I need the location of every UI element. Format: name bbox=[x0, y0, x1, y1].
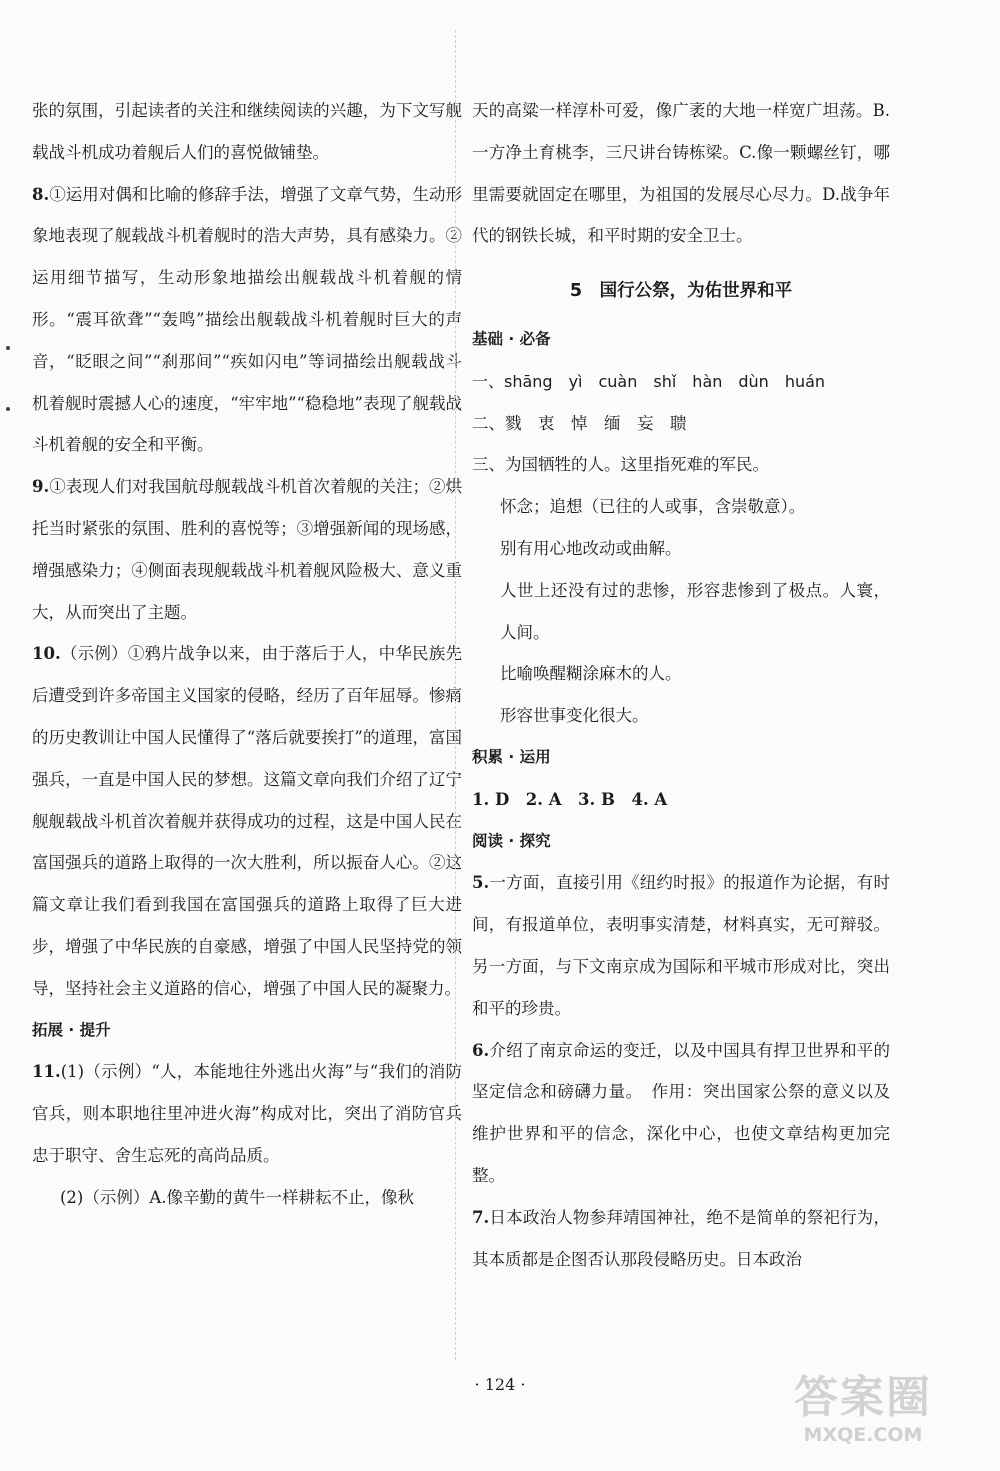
watermark-logo: 答案圈 bbox=[794, 1372, 932, 1423]
question-number: 11. bbox=[32, 1062, 61, 1082]
paragraph: 二、戮 衷 悼 缅 妄 聩 bbox=[472, 413, 687, 433]
page-number: · 124 · bbox=[474, 1375, 526, 1394]
answer-item bbox=[472, 1030, 890, 1197]
answer-text: ①运用对偶和比喻的修辞手法，增强了文章气势，生动形象地表现了舰载战斗机着舰时的浩大声势，具有感染力。②运用细节描写，生动形象地描绘出舰载战斗机着舰的情形。“震耳欲聋”“轰鸣”描绘出舰载战斗机着舰时巨大的声音，“眨眼之间”“刹那间”“疾如闪电”等词描绘出舰载战斗机着舰时震撼人心的速度，“牢牢地”“稳稳地”表现了舰载战斗机着舰的安全和平衡。 bbox=[32, 184, 462, 455]
answer-text: （示例）①鸦片战争以来，由于落后于人，中华民族先后遭受到许多帝国主义国家的侵略，经历了百年屈辱。惨痛的历史教训让中国人民懂得了“落后就要挨打”的道理，富国强兵，一直是中国人民的梦想。这篇文章向我们介绍了辽宁舰舰载战斗机首次着舰并获得成功的过程，这是中国人民在富国强兵的道路上取得的一次大胜利，所以振奋人心。②这篇文章让我们看到我国在富国强兵的道路上取得了巨大进步，增强了中华民族的自豪感，增强了中国人民坚持党的领导，坚持社会主义道路的信心，增强了中国人民的凝聚力。 bbox=[32, 644, 462, 998]
question-number: 7. bbox=[472, 1207, 490, 1227]
answer-item bbox=[32, 1051, 462, 1176]
lesson-title: 5 国行公祭，为佑世界和平 bbox=[569, 281, 793, 302]
answer-item bbox=[472, 1197, 890, 1281]
paragraph: 张的氛围，引起读者的关注和继续阅读的兴趣，为下文写舰载战斗机成功着舰后人们的喜悦做铺垫。 bbox=[32, 101, 462, 162]
answer-text: 一方面，直接引用《纽约时报》的报道作为论据，有时间，有报道单位，表明事实清楚，材料真实，无可辩驳。另一方面，与下文南京成为国际和平城市形成对比，突出和平的珍贵。 bbox=[472, 873, 890, 1018]
paragraph: 天的高粱一样淳朴可爱，像广袤的大地一样宽广坦荡。B.一方净土育桃李，三尺讲台铸栋梁。C.像一颗螺丝钉，哪里需要就固定在哪里，为祖国的发展尽心尽力。D.战争年代的钢铁长城，和平时期的安全卫士。 bbox=[472, 101, 890, 246]
scan-speck bbox=[6, 346, 10, 350]
answer-item bbox=[32, 633, 462, 1009]
indented-paragraph: (2)（示例）A.像辛勤的黄牛一样耕耘不止，像秋 bbox=[60, 1187, 415, 1207]
question-number: 9. bbox=[32, 477, 50, 497]
indented-paragraph: 形容世事变化很大。 bbox=[500, 706, 649, 726]
paragraph: 三、为国牺牲的人。这里指死难的军民。 bbox=[472, 455, 769, 475]
answer-item bbox=[472, 862, 890, 1029]
pinyin-answers: 一、shāng yì cuàn shǐ hàn dùn huán bbox=[472, 371, 826, 391]
scan-speck bbox=[6, 407, 10, 411]
question-number: 10. bbox=[32, 644, 61, 664]
answer-text: ①表现人们对我国航母舰载战斗机首次着舰的关注；②烘托当时紧张的氛围、胜利的喜悦等；③增强新闻的现场感，增强感染力；④侧面表现舰载战斗机着舰风险极大、意义重大，从而突出了主题。 bbox=[32, 477, 462, 622]
indented-paragraph: 比喻唤醒糊涂麻木的人。 bbox=[500, 664, 682, 684]
right-column bbox=[472, 90, 890, 1280]
watermark-url: MXQE.COM bbox=[803, 1424, 923, 1446]
answer-item bbox=[32, 174, 462, 467]
answer-item bbox=[32, 466, 462, 633]
section-heading: 阅读 · 探究 bbox=[472, 831, 551, 850]
section-heading: 积累 · 运用 bbox=[472, 747, 551, 766]
section-heading: 基础 · 必备 bbox=[472, 329, 551, 348]
indented-paragraph: 怀念；追想（已往的人或事，含崇敬意）。 bbox=[500, 497, 806, 517]
left-column bbox=[32, 90, 462, 1219]
question-number: 5. bbox=[472, 873, 490, 893]
answer-text: (1)（示例）“人，本能地往外逃出火海”与“我们的消防官兵，则本职地往里冲进火海”构成对比，突出了消防官兵忠于职守、舍生忘死的高尚品质。 bbox=[32, 1062, 462, 1165]
indented-paragraph: 人世上还没有过的悲惨，形容悲惨到了极点。人寰，人间。 bbox=[500, 580, 890, 642]
question-number: 6. bbox=[472, 1040, 490, 1060]
section-heading: 拓展 · 提升 bbox=[32, 1020, 111, 1039]
answer-text: 介绍了南京命运的变迁，以及中国具有捍卫世界和平的坚定信念和磅礴力量。 作用：突出国家公祭的意义以及维护世界和平的信念，深化中心，也使文章结构更加完整。 bbox=[472, 1040, 890, 1185]
choice-answers: 1. D 2. A 3. B 4. A bbox=[472, 789, 668, 809]
question-number: 8. bbox=[32, 184, 50, 204]
answer-text: 日本政治人物参拜靖国神社，绝不是简单的祭祀行为，其本质都是企图否认那段侵略历史。日本政治 bbox=[472, 1207, 890, 1269]
watermark bbox=[748, 1373, 978, 1453]
column-divider bbox=[455, 30, 456, 1360]
indented-paragraph: 别有用心地改动或曲解。 bbox=[500, 538, 682, 558]
